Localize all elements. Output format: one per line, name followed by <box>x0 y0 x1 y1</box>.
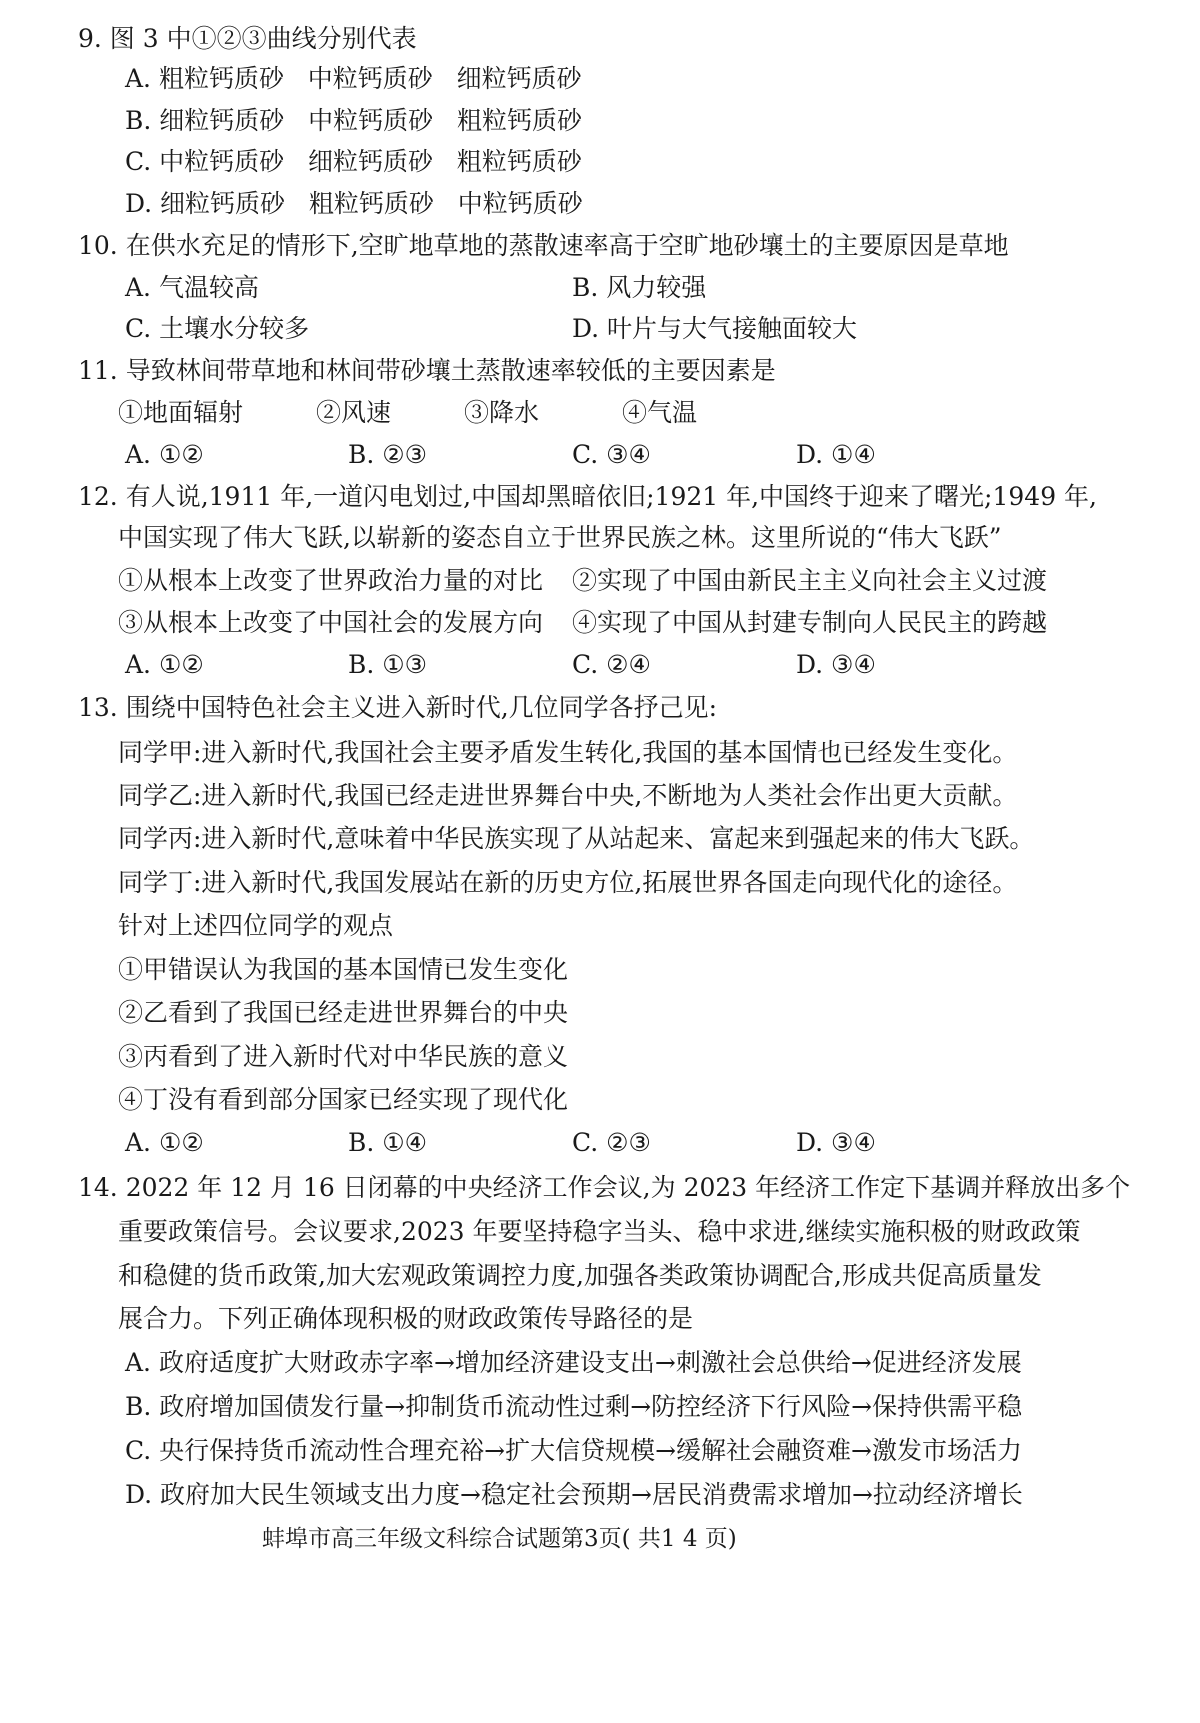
q14-option-c: C. 央行保持货币流动性合理充裕→扩大信贷规模→缓解社会融资难→激发市场活力 <box>125 1436 1022 1465</box>
q10-stem: 10. 在供水充足的情形下,空旷地草地的蒸散速率高于空旷地砂壤土的主要原因是草地 <box>78 231 1009 260</box>
q12-item-1: ①从根本上改变了世界政治力量的对比 <box>118 566 544 595</box>
q11-item-2: ②风速 <box>316 398 392 427</box>
q11-option-b: B. ②③ <box>348 440 428 469</box>
q9-option-b: B. 细粒钙质砂 中粒钙质砂 粗粒钙质砂 <box>125 106 582 135</box>
q12-option-b: B. ①③ <box>348 650 428 679</box>
q14-stem-line-3: 和稳健的货币政策,加大宏观政策调控力度,加强各类政策协调配合,形成共促高质量发 <box>118 1261 1042 1290</box>
q14-option-d: D. 政府加大民生领域支出力度→稳定社会预期→居民消费需求增加→拉动经济增长 <box>125 1480 1023 1509</box>
q12-item-2: ②实现了中国由新民主主义向社会主义过渡 <box>572 566 1048 595</box>
q11-item-3: ③降水 <box>464 398 540 427</box>
q12-stem-line-1: 12. 有人说,1911 年,一道闪电划过,中国却黑暗依旧;1921 年,中国终于迎来了曙光;1949 年, <box>78 482 1097 511</box>
q11-stem: 11. 导致林间带草地和林间带砂壤土蒸散速率较低的主要因素是 <box>78 356 776 385</box>
q13-view-yi: 同学乙:进入新时代,我国已经走进世界舞台中央,不断地为人类社会作出更大贡献。 <box>118 781 1018 810</box>
q13-view-ding: 同学丁:进入新时代,我国发展站在新的历史方位,拓展世界各国走向现代化的途径。 <box>118 868 1018 897</box>
q13-stem: 13. 围绕中国特色社会主义进入新时代,几位同学各抒己见: <box>78 693 718 722</box>
q9-option-c: C. 中粒钙质砂 细粒钙质砂 粗粒钙质砂 <box>125 147 582 176</box>
q13-view-jia: 同学甲:进入新时代,我国社会主要矛盾发生转化,我国的基本国情也已经发生变化。 <box>118 738 1018 767</box>
q12-stem-line-2: 中国实现了伟大飞跃,以崭新的姿态自立于世界民族之林。这里所说的“伟大飞跃” <box>118 523 1002 552</box>
q12-item-3: ③从根本上改变了中国社会的发展方向 <box>118 608 544 637</box>
q12-option-a: A. ①② <box>125 650 204 679</box>
q13-lead: 针对上述四位同学的观点 <box>118 911 394 940</box>
q12-option-c: C. ②④ <box>572 650 651 679</box>
q13-item-4: ④丁没有看到部分国家已经实现了现代化 <box>118 1085 569 1114</box>
q14-option-b: B. 政府增加国债发行量→抑制货币流动性过剩→防控经济下行风险→保持供需平稳 <box>125 1392 1023 1421</box>
q13-item-2: ②乙看到了我国已经走进世界舞台的中央 <box>118 998 569 1027</box>
q10-option-d: D. 叶片与大气接触面较大 <box>572 314 858 343</box>
q11-option-c: C. ③④ <box>572 440 651 469</box>
q9-option-a: A. 粗粒钙质砂 中粒钙质砂 细粒钙质砂 <box>125 64 582 93</box>
q10-option-c: C. 土壤水分较多 <box>125 314 310 343</box>
q10-option-b: B. 风力较强 <box>572 273 707 302</box>
q13-option-a: A. ①② <box>125 1128 204 1157</box>
q13-item-1: ①甲错误认为我国的基本国情已发生变化 <box>118 955 569 984</box>
q14-stem-line-1: 14. 2022 年 12 月 16 日闭幕的中央经济工作会议,为 2023 年经济工作定下基调并释放出多个 <box>78 1173 1131 1202</box>
page-footer: 蚌埠市高三年级文科综合试题第3页( 共1 4 页) <box>262 1526 737 1552</box>
q14-stem-line-4: 展合力。下列正确体现积极的财政政策传导路径的是 <box>118 1304 694 1333</box>
q13-option-d: D. ③④ <box>796 1128 876 1157</box>
q13-option-b: B. ①④ <box>348 1128 428 1157</box>
q11-option-a: A. ①② <box>125 440 204 469</box>
q13-option-c: C. ②③ <box>572 1128 651 1157</box>
q9-stem: 9. 图 3 中①②③曲线分别代表 <box>78 24 417 53</box>
q10-option-a: A. 气温较高 <box>125 273 259 302</box>
q14-stem-line-2: 重要政策信号。会议要求,2023 年要坚持稳字当头、稳中求进,继续实施积极的财政政策 <box>118 1217 1081 1246</box>
q14-option-a: A. 政府适度扩大财政赤字率→增加经济建设支出→刺激社会总供给→促进经济发展 <box>125 1348 1022 1377</box>
q11-item-4: ④气温 <box>622 398 698 427</box>
q11-option-d: D. ①④ <box>796 440 876 469</box>
q12-option-d: D. ③④ <box>796 650 876 679</box>
q13-view-bing: 同学丙:进入新时代,意味着中华民族实现了从站起来、富起来到强起来的伟大飞跃。 <box>118 824 1035 853</box>
q13-item-3: ③丙看到了进入新时代对中华民族的意义 <box>118 1042 569 1071</box>
q11-item-1: ①地面辐射 <box>118 398 244 427</box>
q12-item-4: ④实现了中国从封建专制向人民民主的跨越 <box>572 608 1048 637</box>
q9-option-d: D. 细粒钙质砂 粗粒钙质砂 中粒钙质砂 <box>125 189 583 218</box>
